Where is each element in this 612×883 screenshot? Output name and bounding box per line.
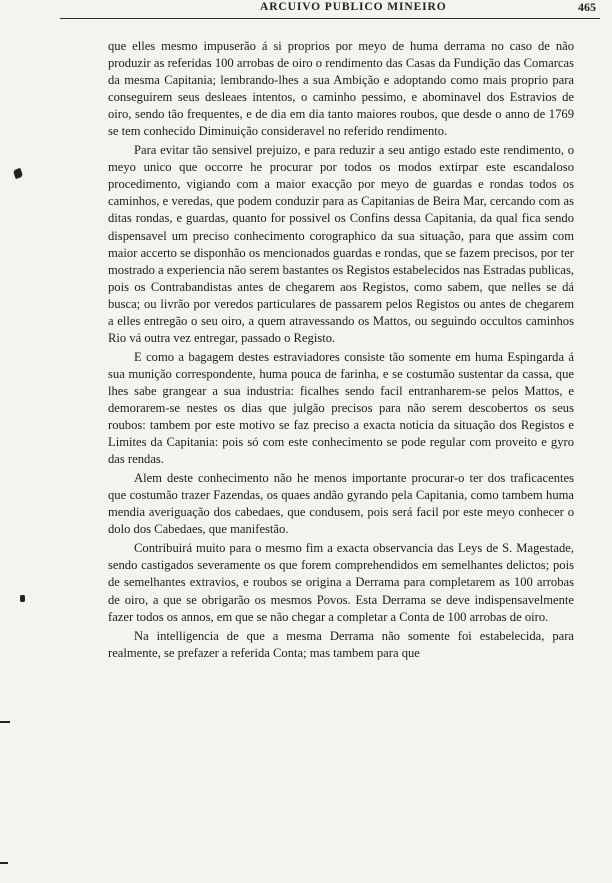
margin-mark bbox=[13, 168, 24, 179]
header-title: ARCUIVO PUBLICO MINEIRO bbox=[260, 1, 447, 13]
paragraph: Contribuirá muito para o mesmo fim a exacta observancia das Leys de S. Magestade, sendo castigados severamente os que forem comprehendidos em semelhantes delictos; pois de semelhantes extravios, e roubos se origina a Derrama para completarem as 100 arrobas de oiro, a que se obrigarão os mesmos Povos. Esta Derrama se deve indispensavelmente fazer todos os annos, em que se não chegar a completar a Conta de 100 arrobas de oiro. bbox=[108, 541, 574, 624]
margin-mark bbox=[0, 721, 10, 723]
paragraph: Na intelligencia de que a mesma Derrama não somente foi estabelecida, para realmente, se prefazer a referida Conta; mas tambem para que bbox=[108, 628, 574, 660]
page-number: 465 bbox=[578, 0, 596, 14]
paragraph: Para evitar tão sensivel prejuizo, e para reduzir a seu antigo estado este rendimento, o meyo unico que occorre he procurar por todos os modos extirpar este escandaloso procedimento, vigiando com a maior exacção por meyo de guardas e rondas todos os caminhos, e veredas, que podem conduzir para as Capitanias de Beira Mar, cercando com as ditas rondas, e guardas, quanto for possivel os Confins dessa Capitania, da qual fica sendo dispensavel um preciso conhecimento corographico da sua situação, para que assim com maior accerto se disponhão os mencionados guardas e rondas, que se fazem precisos, por ter mostrado a experiencia não serem bastantes os Registos estabelecidos nas Estradas publicas, pois os Contrabandistas antes de chegarem aos Registos, como sabem, que nelles se dá busca; ou livrão por veredos particulares de passarem pelos Registos ou antes de chegarem a elles entregão o seu oiro, a quem atravessando os Mattos, ou seguindo occultos caminhos Rio vá outra vez entregar, passado o Registo. bbox=[108, 143, 574, 345]
running-header bbox=[60, 0, 600, 19]
paragraph: E como a bagagem destes estraviadores consiste tão somente em huma Espingarda á sua munição correspondente, huma pouca de farinha, e se costumão sustentar da cassa, que lhes sabe grangear a sua industria: ficalhes sendo facil entranharem-se pelos Mattos, e demorarem-se nestes os dias que julgão precisos para não serem descobertos os seus roubos: tambem por este motivo se faz preciso a exacta noticia da situação dos Registos e Limites da Capitania: pois só com este conhecimento se pode regular com proveito e gyro das rendas. bbox=[108, 349, 574, 467]
margin-mark bbox=[20, 595, 25, 602]
body-text bbox=[108, 38, 574, 662]
paragraph: Alem deste conhecimento não he menos importante procurar-o ter dos traficacentes que costumão trazer Fazendas, os quaes andão gyrando pela Capitania, como tambem huma mendia averiguação dos cabedaes, que condusem, pois será facil por este meyo conhecer o dolo dos Cabedaes, que manifestão. bbox=[108, 471, 574, 537]
margin-mark bbox=[0, 862, 8, 864]
paragraph: que elles mesmo impuserão á si proprios por meyo de huma derrama no caso de não produzir as referidas 100 arrobas de oiro o rendimento das Casas da Fundição das Comarcas da mesma Capitania; lembrando-lhes a sua Ambição e adoptando como mais proprio para conseguirem seus desleaes intentos, o caminho pessimo, e abominavel dos Estravios de oiro, sendo tão frequentes, e de dia em dia tanto maiores roubos, que desde o anno de 1769 se tem conhecido Diminuição consideravel no referido rendimento. bbox=[108, 39, 574, 139]
